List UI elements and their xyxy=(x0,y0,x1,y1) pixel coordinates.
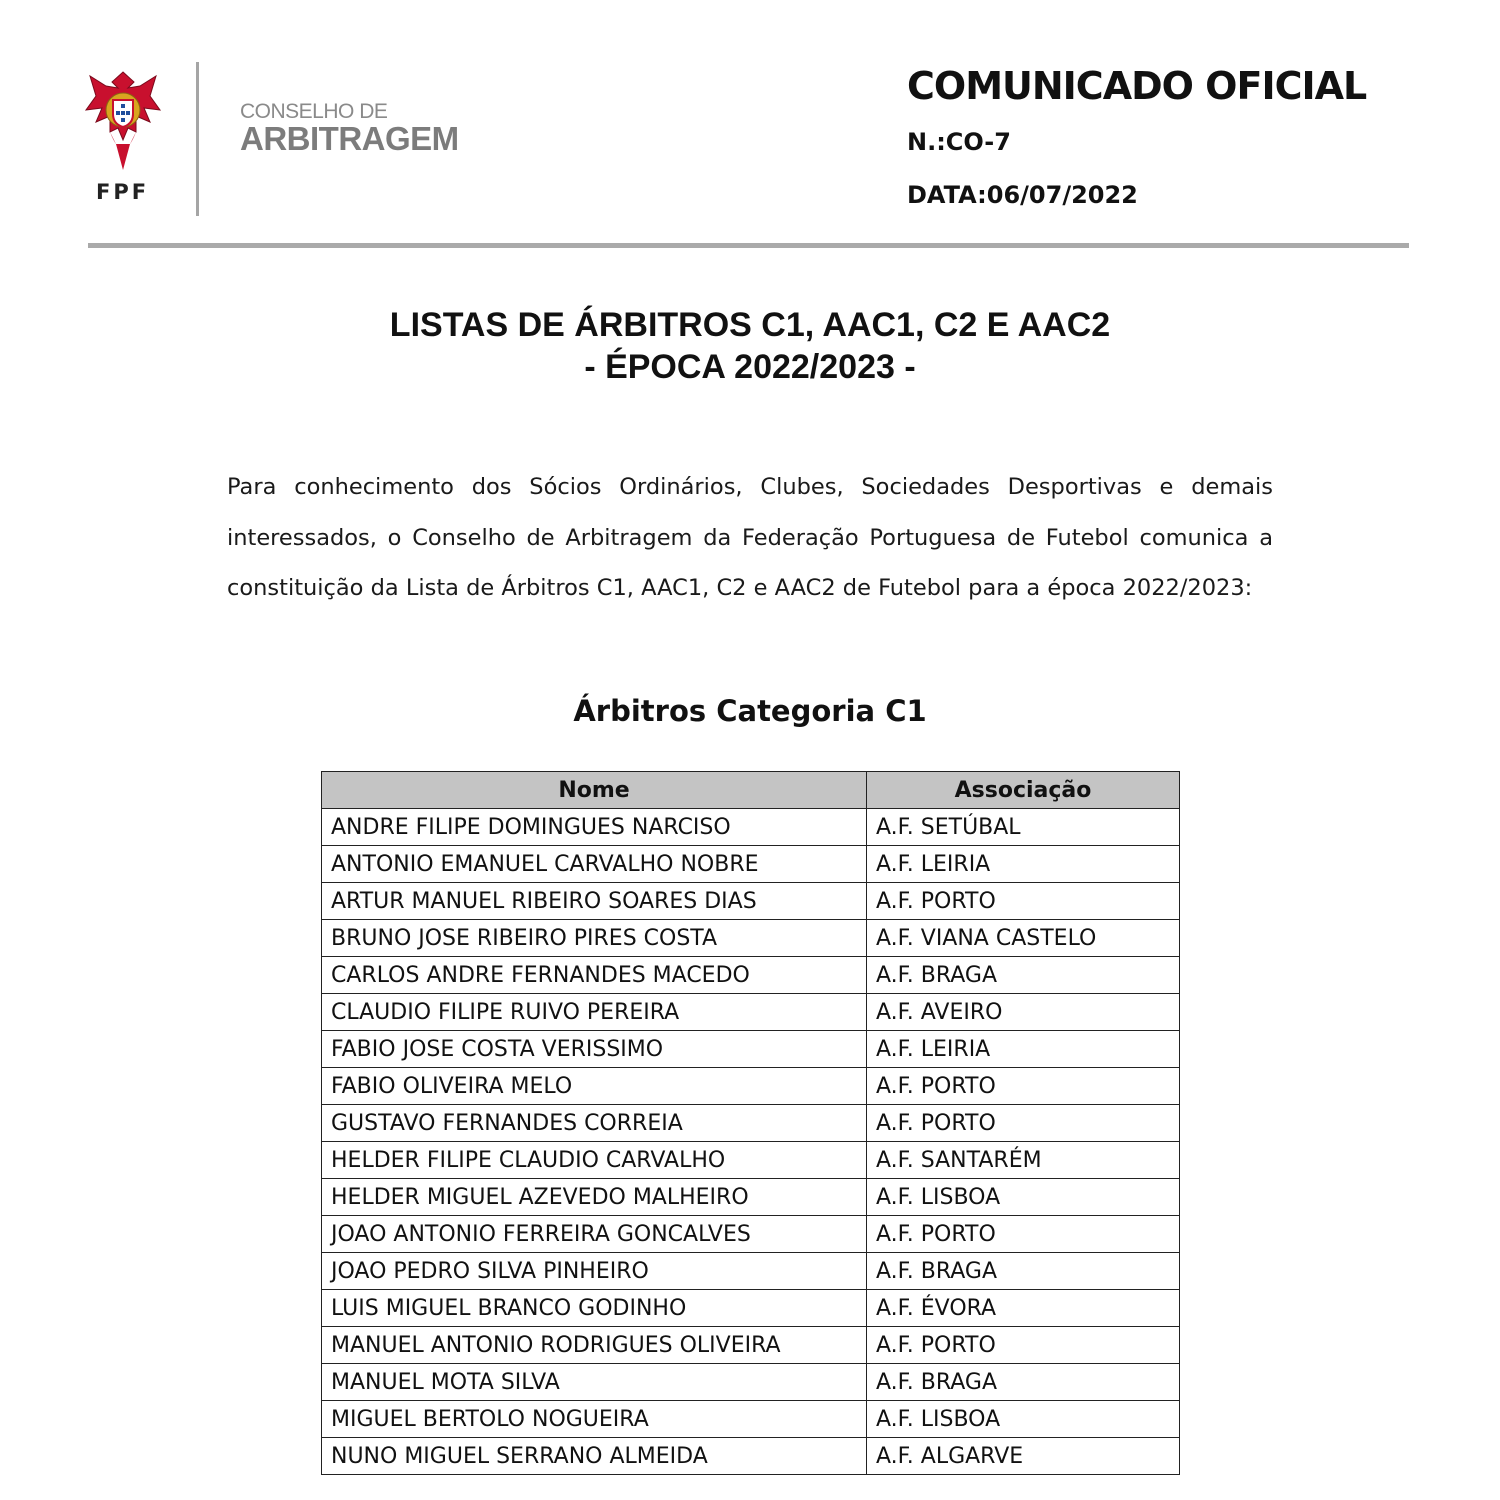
referee-association: A.F. AVEIRO xyxy=(867,994,1180,1031)
referee-name: JOAO PEDRO SILVA PINHEIRO xyxy=(322,1253,867,1290)
referee-association: A.F. BRAGA xyxy=(867,1364,1180,1401)
referee-association: A.F. BRAGA xyxy=(867,957,1180,994)
table-row xyxy=(322,846,1180,883)
table-row xyxy=(322,1364,1180,1401)
referee-name: HELDER MIGUEL AZEVEDO MALHEIRO xyxy=(322,1179,867,1216)
referees-table xyxy=(321,771,1180,1475)
table-header-row xyxy=(322,772,1180,809)
document-title-line1: LISTAS DE ÁRBITROS C1, AAC1, C2 E AAC2 xyxy=(389,306,1111,344)
referee-association: A.F. PORTO xyxy=(867,1068,1180,1105)
fpf-logo-text: FPF xyxy=(96,180,150,204)
referee-name: HELDER FILIPE CLAUDIO CARVALHO xyxy=(322,1142,867,1179)
table-row xyxy=(322,1401,1180,1438)
column-header-association: Associação xyxy=(867,772,1180,809)
referee-association: A.F. LEIRIA xyxy=(867,1031,1180,1068)
table-row xyxy=(322,1253,1180,1290)
referee-name: FABIO OLIVEIRA MELO xyxy=(322,1068,867,1105)
table-row xyxy=(322,1031,1180,1068)
fpf-crest-logo xyxy=(84,70,162,172)
table-row xyxy=(322,957,1180,994)
referee-name: MANUEL MOTA SILVA xyxy=(322,1364,867,1401)
table-row xyxy=(322,1216,1180,1253)
referee-association: A.F. LEIRIA xyxy=(867,846,1180,883)
referee-association: A.F. LISBOA xyxy=(867,1179,1180,1216)
table-row xyxy=(322,1290,1180,1327)
communique-number: N.:CO-7 xyxy=(907,128,1011,156)
referee-name: CLAUDIO FILIPE RUIVO PEREIRA xyxy=(322,994,867,1031)
referee-name: JOAO ANTONIO FERREIRA GONCALVES xyxy=(322,1216,867,1253)
document-title-line2: - ÉPOCA 2022/2023 - xyxy=(584,348,916,386)
referee-name: ANTONIO EMANUEL CARVALHO NOBRE xyxy=(322,846,867,883)
referee-name: MANUEL ANTONIO RODRIGUES OLIVEIRA xyxy=(322,1327,867,1364)
table-row xyxy=(322,809,1180,846)
referee-name: NUNO MIGUEL SERRANO ALMEIDA xyxy=(322,1438,867,1475)
referee-association: A.F. PORTO xyxy=(867,1105,1180,1142)
communique-title: COMUNICADO OFICIAL xyxy=(907,64,1367,108)
referee-name: MIGUEL BERTOLO NOGUEIRA xyxy=(322,1401,867,1438)
table-row xyxy=(322,920,1180,957)
logo-divider xyxy=(196,62,199,216)
referee-name: ARTUR MANUEL RIBEIRO SOARES DIAS xyxy=(322,883,867,920)
table-row xyxy=(322,1327,1180,1364)
header-rule xyxy=(88,243,1409,248)
referee-association: A.F. ÉVORA xyxy=(867,1290,1180,1327)
conselho-logo-line2: ARBITRAGEM xyxy=(240,120,459,157)
referee-association: A.F. ALGARVE xyxy=(867,1438,1180,1475)
table-row xyxy=(322,1142,1180,1179)
table-body xyxy=(322,809,1180,1475)
referee-association: A.F. SANTARÉM xyxy=(867,1142,1180,1179)
referee-name: BRUNO JOSE RIBEIRO PIRES COSTA xyxy=(322,920,867,957)
intro-paragraph: Para conhecimento dos Sócios Ordinários, Clubes, Sociedades Desportivas e demais interessados, o Conselho de Arbitragem da Federação Portuguesa de Futebol comunica a constituição da Lista de Árbitros C1, AAC1, C2 e AAC2 de Futebol para a época 2022/2023: xyxy=(227,474,1273,601)
referee-name: ANDRE FILIPE DOMINGUES NARCISO xyxy=(322,809,867,846)
table-row xyxy=(322,1438,1180,1475)
referee-association: A.F. PORTO xyxy=(867,1216,1180,1253)
table-row xyxy=(322,1105,1180,1142)
referee-association: A.F. PORTO xyxy=(867,1327,1180,1364)
communique-date: DATA:06/07/2022 xyxy=(907,181,1138,209)
table-row xyxy=(322,994,1180,1031)
referee-association: A.F. SETÚBAL xyxy=(867,809,1180,846)
referee-name: FABIO JOSE COSTA VERISSIMO xyxy=(322,1031,867,1068)
referee-association: A.F. LISBOA xyxy=(867,1401,1180,1438)
referee-association: A.F. PORTO xyxy=(867,883,1180,920)
table-row xyxy=(322,1068,1180,1105)
referee-name: GUSTAVO FERNANDES CORREIA xyxy=(322,1105,867,1142)
conselho-logo-line1: CONSELHO DE xyxy=(240,100,388,123)
referee-association: A.F. BRAGA xyxy=(867,1253,1180,1290)
section-title: Árbitros Categoria C1 xyxy=(573,694,927,728)
referee-association: A.F. VIANA CASTELO xyxy=(867,920,1180,957)
column-header-name: Nome xyxy=(322,772,867,809)
table-row xyxy=(322,883,1180,920)
referee-name: CARLOS ANDRE FERNANDES MACEDO xyxy=(322,957,867,994)
table-row xyxy=(322,1179,1180,1216)
referee-name: LUIS MIGUEL BRANCO GODINHO xyxy=(322,1290,867,1327)
